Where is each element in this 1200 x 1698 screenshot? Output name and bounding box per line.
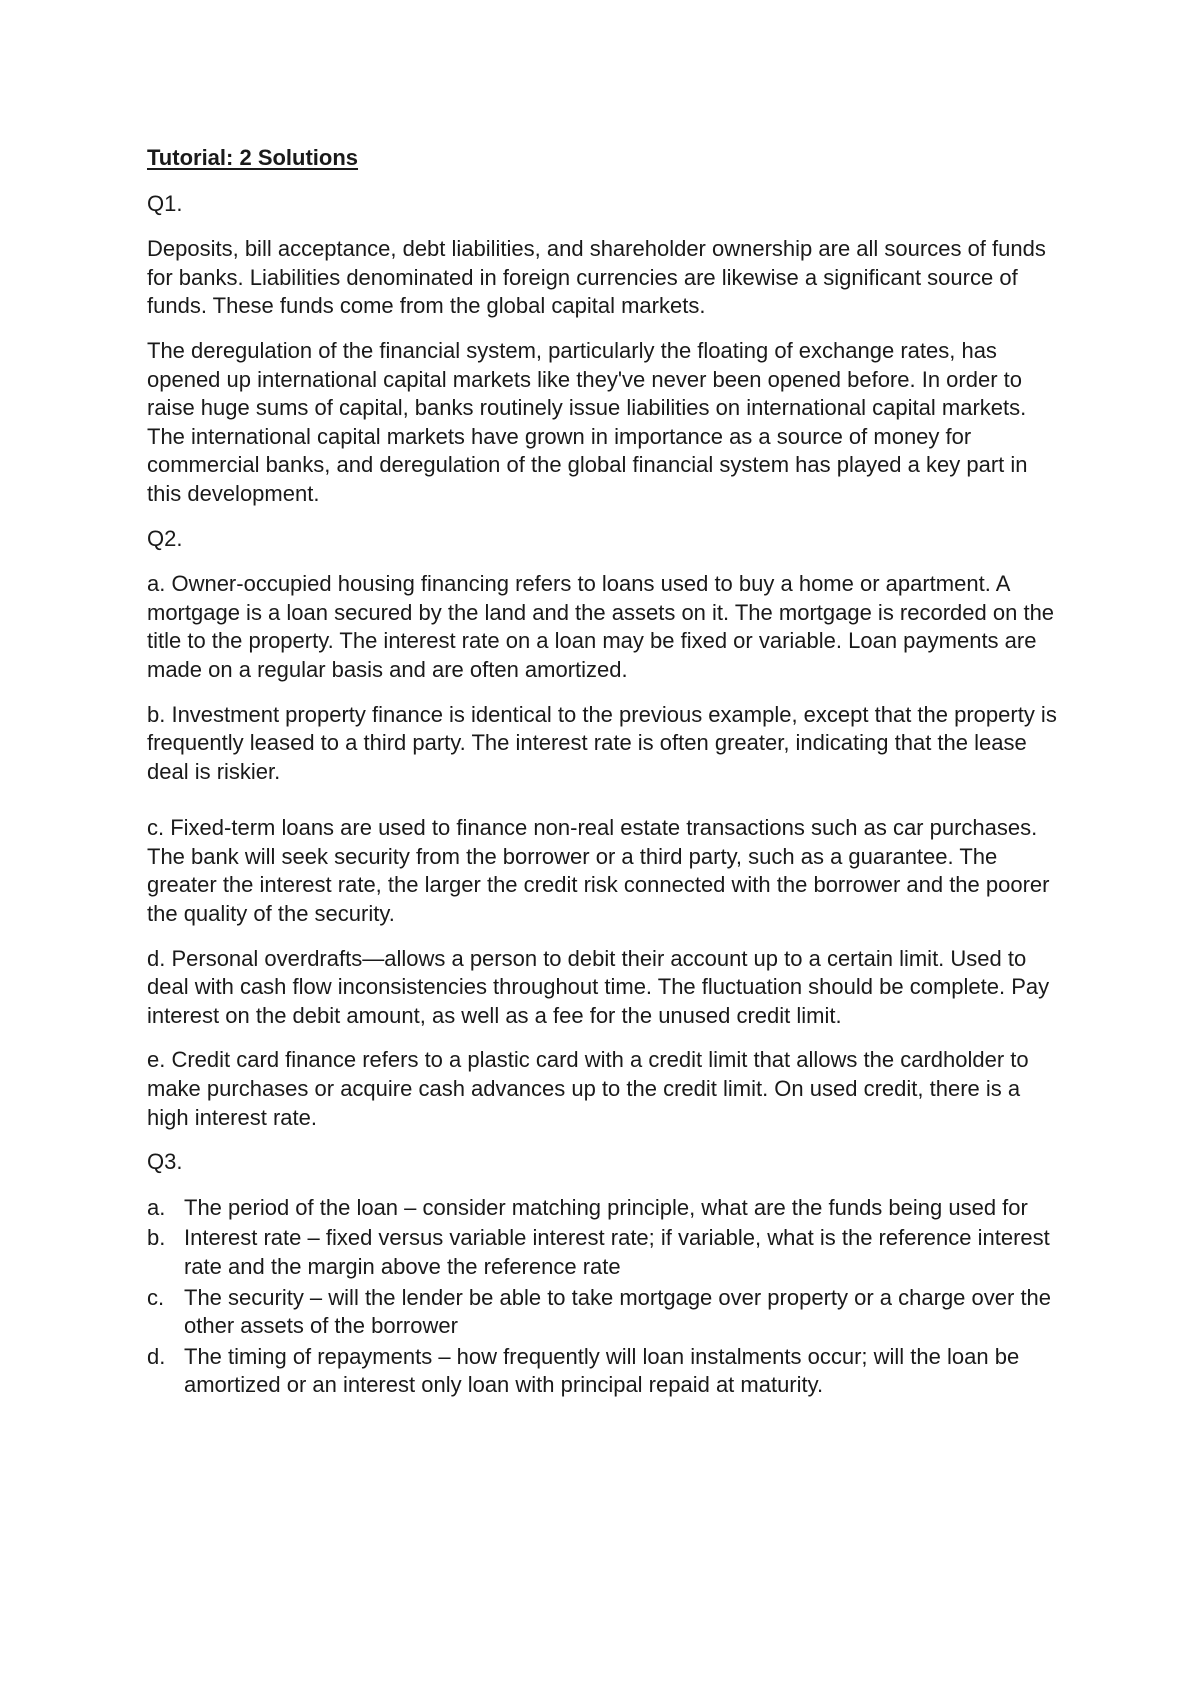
question-3-label: Q3. [147, 1149, 183, 1175]
question-2-answer-a: a. Owner-occupied housing financing refers to loans used to buy a home or apartment. A mortgage is a loan secured by the land and the assets on it. The mortgage is recorded on the title to the property. The interest rate on a loan may be fixed or variable. Loan payments are made on a regular basis and are often amortized. [147, 571, 1055, 682]
question-2-label: Q2. [147, 525, 183, 551]
question-2-answer-e: e. Credit card finance refers to a plastic card with a credit limit that allows the cardholder to make purchases or acquire cash advances up to the credit limit. On used credit, there is a high interest rate. [147, 1047, 1029, 1130]
list-marker: b. [147, 1225, 166, 1251]
list-marker: d. [147, 1343, 166, 1369]
list-item-text: The timing of repayments – how frequently will loan instalments occur; will the loan be amortized or an interest only loan with principal repaid at maturity. [184, 1343, 1020, 1398]
list-marker: a. [147, 1194, 166, 1220]
document-body [147, 144, 1067, 1402]
question-1-paragraph-2: The deregulation of the financial system, particularly the floating of exchange rates, has opened up international capital markets like they've never been opened before. In order to raise huge sums of capital, banks routinely issue liabilities on international capital markets. The international capital markets have grown in importance as a source of money for commercial banks, and deregulation of the global financial system has played a key part in this development. [147, 337, 1028, 506]
question-3-item-d [147, 1343, 1067, 1400]
list-item-text: The security – will the lender be able to take mortgage over property or a charge over the other assets of the borrower [184, 1284, 1052, 1339]
question-2-answer-b: b. Investment property finance is identical to the previous example, except that the property is frequently leased to a third party. The interest rate is often greater, indicating that the lease deal is riskier. [147, 701, 1057, 784]
list-item-text: The period of the loan – consider matching principle, what are the funds being used for [184, 1194, 1028, 1220]
question-2-answer-c: c. Fixed-term loans are used to finance non-real estate transactions such as car purchases. The bank will seek security from the borrower or a third party, such as a guarantee. The greater the interest rate, the larger the credit risk connected with the borrower and the poorer the quality of the security. [147, 815, 1050, 927]
question-1-paragraph-1: Deposits, bill acceptance, debt liabilities, and shareholder ownership are all sources of funds for banks. Liabilities denominated in foreign currencies are likewise a significant source of funds. These funds come from the global capital markets. [147, 236, 1046, 319]
question-1-label: Q1. [147, 190, 183, 216]
question-3-list [147, 1194, 1067, 1400]
question-2-answer-d: d. Personal overdrafts—allows a person to debit their account up to a certain limit. Used to deal with cash flow inconsistencies throughout time. The fluctuation should be complete. Pay interest on the debit amount, as well as a fee for the unused credit limit. [147, 945, 1050, 1028]
question-3-item-a [147, 1194, 1067, 1223]
question-3-item-c [147, 1284, 1067, 1341]
document-title: Tutorial: 2 Solutions [147, 145, 359, 170]
list-item-text: Interest rate – fixed versus variable interest rate; if variable, what is the reference interest rate and the margin above the reference rate [184, 1225, 1050, 1279]
list-marker: c. [147, 1284, 165, 1310]
question-3-item-b [147, 1224, 1067, 1281]
